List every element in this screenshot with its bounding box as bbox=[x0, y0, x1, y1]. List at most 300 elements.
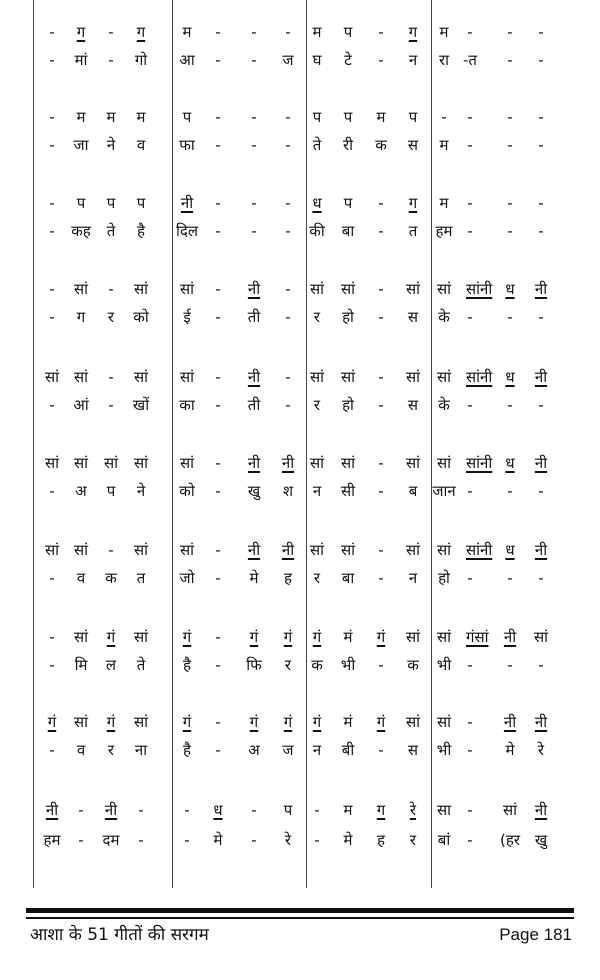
sargam-note: सां bbox=[73, 713, 89, 731]
lyric-syllable: - bbox=[251, 222, 257, 240]
lyric-syllable: न bbox=[408, 51, 418, 69]
lyric-syllable: - bbox=[285, 308, 291, 326]
sargam-note: - bbox=[507, 194, 513, 212]
lyric-syllable: मे bbox=[213, 831, 223, 849]
lyric-syllable: ब bbox=[408, 482, 418, 500]
lyric-syllable: - bbox=[215, 136, 221, 154]
sargam-note: - bbox=[378, 280, 384, 298]
sargam-note: सां bbox=[179, 541, 195, 559]
sargam-note: नी bbox=[281, 541, 295, 559]
lyric-syllable: - bbox=[215, 569, 221, 587]
lyric-syllable: जान bbox=[432, 482, 456, 500]
lyric-syllable: आ bbox=[179, 51, 195, 69]
sargam-note: गं bbox=[249, 713, 259, 731]
sargam-note: - bbox=[215, 280, 221, 298]
sargam-note: गं bbox=[283, 628, 293, 646]
lyric-syllable: क bbox=[105, 569, 117, 587]
lyric-syllable: (हर bbox=[500, 831, 520, 849]
lyric-syllable: हम bbox=[435, 222, 453, 240]
sargam-note: - bbox=[251, 194, 257, 212]
sargam-note: गं bbox=[376, 713, 386, 731]
lyric-syllable: स bbox=[407, 396, 419, 414]
lyric-syllable: श bbox=[282, 482, 294, 500]
lyric-syllable: अ bbox=[248, 741, 260, 759]
lyric-syllable: ती bbox=[247, 396, 261, 414]
sargam-note: म bbox=[106, 108, 116, 126]
sargam-note: सांनी bbox=[466, 368, 493, 386]
lyric-syllable: रा bbox=[438, 51, 450, 69]
lyric-syllable: सी bbox=[340, 482, 356, 500]
lyric-syllable: र bbox=[313, 396, 321, 414]
lyric-syllable: त bbox=[408, 222, 418, 240]
lyric-syllable: ते bbox=[106, 222, 116, 240]
sargam-note: सां bbox=[73, 454, 89, 472]
sargam-note: सां bbox=[179, 280, 195, 298]
sargam-note: - bbox=[285, 108, 291, 126]
lyric-syllable: ना bbox=[134, 741, 148, 759]
lyric-syllable: भी bbox=[436, 741, 452, 759]
lyric-syllable: - bbox=[507, 482, 513, 500]
lyric-syllable: - bbox=[467, 569, 473, 587]
lyric-syllable: स bbox=[407, 741, 419, 759]
sargam-note: प bbox=[182, 108, 192, 126]
sargam-note: - bbox=[314, 801, 320, 819]
sargam-note: - bbox=[467, 194, 473, 212]
lyric-syllable: - bbox=[49, 482, 55, 500]
lyric-syllable: ई bbox=[183, 308, 191, 326]
footer-rule-thin bbox=[26, 917, 574, 919]
sargam-note: म bbox=[76, 108, 86, 126]
sargam-note: ध bbox=[505, 368, 515, 386]
sargam-note: - bbox=[441, 108, 447, 126]
sargam-note: गं bbox=[283, 713, 293, 731]
sargam-note: गं bbox=[376, 628, 386, 646]
sargam-note: सां bbox=[179, 368, 195, 386]
sargam-note: सां bbox=[73, 628, 89, 646]
sargam-note: ग bbox=[76, 23, 86, 41]
lyric-syllable: - bbox=[538, 569, 544, 587]
sargam-note: सां bbox=[309, 368, 325, 386]
sargam-note: नी bbox=[503, 713, 517, 731]
sargam-note: ग bbox=[376, 801, 386, 819]
lyric-syllable: - bbox=[215, 482, 221, 500]
sargam-note: - bbox=[378, 454, 384, 472]
lyric-syllable: - bbox=[215, 741, 221, 759]
sargam-note: ध bbox=[213, 801, 223, 819]
sargam-note: सां bbox=[405, 713, 421, 731]
sargam-note: सां bbox=[436, 454, 452, 472]
lyric-syllable: मां bbox=[74, 51, 88, 69]
lyric-syllable: - bbox=[507, 569, 513, 587]
sargam-note: नी bbox=[247, 454, 261, 472]
lyric-syllable: - bbox=[285, 222, 291, 240]
sargam-note: नी bbox=[247, 541, 261, 559]
sargam-note: गं bbox=[249, 628, 259, 646]
lyric-syllable: - bbox=[378, 222, 384, 240]
sargam-note: मं bbox=[343, 628, 353, 646]
sargam-note: प bbox=[136, 194, 146, 212]
lyric-syllable: - bbox=[49, 308, 55, 326]
lyric-syllable: - bbox=[378, 482, 384, 500]
lyric-syllable: बां bbox=[437, 831, 451, 849]
lyric-syllable: - bbox=[108, 396, 114, 414]
sargam-note: ध bbox=[505, 280, 515, 298]
lyric-syllable: र bbox=[284, 656, 292, 674]
lyric-syllable: - bbox=[184, 831, 190, 849]
sargam-note: - bbox=[285, 368, 291, 386]
sargam-note: - bbox=[49, 108, 55, 126]
sargam-note: नी bbox=[281, 454, 295, 472]
sargam-note: - bbox=[507, 108, 513, 126]
sargam-note: - bbox=[215, 23, 221, 41]
lyric-syllable: ग bbox=[76, 308, 86, 326]
lyric-syllable: - bbox=[285, 136, 291, 154]
sargam-note: सां bbox=[502, 801, 518, 819]
sargam-note: सां bbox=[103, 454, 119, 472]
sargam-note: सां bbox=[133, 368, 149, 386]
sargam-note: - bbox=[215, 541, 221, 559]
sargam-note: - bbox=[538, 108, 544, 126]
lyric-syllable: - bbox=[507, 396, 513, 414]
sargam-note: प bbox=[343, 108, 353, 126]
sargam-note: - bbox=[138, 801, 144, 819]
sargam-note: गं bbox=[312, 713, 322, 731]
sargam-note: - bbox=[538, 194, 544, 212]
bar-line bbox=[33, 0, 34, 888]
sargam-note: रे bbox=[409, 801, 417, 819]
sargam-note: गंसां bbox=[466, 628, 489, 646]
lyric-syllable: - bbox=[507, 656, 513, 674]
sargam-note: नी bbox=[247, 368, 261, 386]
lyric-syllable: - bbox=[251, 831, 257, 849]
lyric-syllable: री bbox=[342, 136, 354, 154]
sargam-note: - bbox=[251, 108, 257, 126]
sargam-note: - bbox=[285, 23, 291, 41]
sargam-note: सां bbox=[44, 454, 60, 472]
sargam-note: सां bbox=[73, 280, 89, 298]
lyric-syllable: ने bbox=[106, 136, 116, 154]
lyric-syllable: दिल bbox=[175, 222, 199, 240]
sargam-note: प bbox=[283, 801, 293, 819]
lyric-syllable: दम bbox=[102, 831, 120, 849]
lyric-syllable: र bbox=[313, 308, 321, 326]
lyric-syllable: रे bbox=[537, 741, 545, 759]
lyric-syllable: बा bbox=[341, 222, 355, 240]
sargam-note: - bbox=[378, 194, 384, 212]
sargam-note: प bbox=[343, 23, 353, 41]
sargam-note: गं bbox=[47, 713, 57, 731]
sargam-note: नी bbox=[247, 280, 261, 298]
sargam-note: सां bbox=[133, 541, 149, 559]
sargam-note: - bbox=[49, 194, 55, 212]
sargam-note: गं bbox=[182, 628, 192, 646]
lyric-syllable: बी bbox=[341, 741, 355, 759]
lyric-syllable: - bbox=[378, 308, 384, 326]
lyric-syllable: म bbox=[439, 136, 449, 154]
lyric-syllable: कह bbox=[71, 222, 91, 240]
lyric-syllable: ने bbox=[136, 482, 146, 500]
sargam-note: सां bbox=[436, 713, 452, 731]
lyric-syllable: - bbox=[285, 396, 291, 414]
sargam-note: - bbox=[215, 454, 221, 472]
book-title: आशा के 51 गीतों की सरगम bbox=[30, 925, 209, 945]
lyric-syllable: न bbox=[312, 482, 322, 500]
lyric-syllable: - bbox=[467, 396, 473, 414]
lyric-syllable: - bbox=[507, 308, 513, 326]
sargam-note: - bbox=[467, 23, 473, 41]
sargam-note: - bbox=[184, 801, 190, 819]
lyric-syllable: की bbox=[309, 222, 325, 240]
lyric-syllable: ते bbox=[136, 656, 146, 674]
lyric-syllable: - bbox=[49, 569, 55, 587]
lyric-syllable: - bbox=[251, 51, 257, 69]
lyric-syllable: - bbox=[378, 656, 384, 674]
lyric-syllable: - bbox=[538, 396, 544, 414]
sargam-note: सां bbox=[436, 280, 452, 298]
lyric-syllable: - bbox=[251, 136, 257, 154]
lyric-syllable: - bbox=[215, 51, 221, 69]
lyric-syllable: आं bbox=[73, 396, 89, 414]
sargam-note: ध bbox=[505, 541, 515, 559]
lyric-syllable: -त bbox=[463, 51, 477, 69]
sargam-note: सां bbox=[340, 368, 356, 386]
sargam-note: - bbox=[378, 23, 384, 41]
sargam-note: - bbox=[285, 280, 291, 298]
sargam-note: म bbox=[376, 108, 386, 126]
sargam-note: - bbox=[251, 801, 257, 819]
lyric-syllable: मे bbox=[505, 741, 515, 759]
lyric-syllable: के bbox=[438, 308, 450, 326]
sargam-note: सां bbox=[436, 368, 452, 386]
lyric-syllable: खों bbox=[132, 396, 150, 414]
sargam-note: गं bbox=[106, 628, 116, 646]
sargam-note: सां bbox=[73, 368, 89, 386]
sargam-note: - bbox=[215, 194, 221, 212]
lyric-syllable: व bbox=[76, 741, 86, 759]
sargam-note: - bbox=[49, 23, 55, 41]
sargam-note: म bbox=[343, 801, 353, 819]
sargam-note: म bbox=[439, 194, 449, 212]
sargam-note: - bbox=[467, 801, 473, 819]
lyric-syllable: - bbox=[215, 222, 221, 240]
sargam-note: प bbox=[312, 108, 322, 126]
lyric-syllable: फि bbox=[246, 656, 262, 674]
sargam-note: ग bbox=[408, 194, 418, 212]
sargam-note: - bbox=[378, 541, 384, 559]
sargam-note: नी bbox=[534, 280, 548, 298]
sargam-note: नी bbox=[503, 628, 517, 646]
lyric-syllable: गो bbox=[134, 51, 148, 69]
sargam-note: प bbox=[106, 194, 116, 212]
sargam-note: सां bbox=[340, 280, 356, 298]
sargam-note: - bbox=[108, 368, 114, 386]
lyric-syllable: जो bbox=[179, 569, 195, 587]
sargam-note: सां bbox=[405, 368, 421, 386]
lyric-syllable: क bbox=[375, 136, 387, 154]
sargam-note: सांनी bbox=[466, 280, 493, 298]
lyric-syllable: टे bbox=[344, 51, 352, 69]
lyric-syllable: - bbox=[49, 741, 55, 759]
lyric-syllable: र bbox=[107, 308, 115, 326]
sargam-note: सां bbox=[533, 628, 549, 646]
lyric-syllable: - bbox=[538, 222, 544, 240]
sargam-note: सां bbox=[133, 280, 149, 298]
lyric-syllable: हो bbox=[438, 569, 450, 587]
sargam-note: सां bbox=[340, 454, 356, 472]
sargam-note: - bbox=[49, 280, 55, 298]
sargam-note: सां bbox=[405, 454, 421, 472]
sargam-note: सां bbox=[309, 280, 325, 298]
sargam-note: सां bbox=[133, 628, 149, 646]
sargam-note: - bbox=[108, 23, 114, 41]
lyric-syllable: ते bbox=[312, 136, 322, 154]
sargam-note: - bbox=[215, 628, 221, 646]
sargam-note: म bbox=[312, 23, 322, 41]
lyric-syllable: जा bbox=[73, 136, 89, 154]
lyric-syllable: ज bbox=[282, 51, 294, 69]
lyric-syllable: - bbox=[108, 51, 114, 69]
sargam-note: सां bbox=[405, 541, 421, 559]
lyric-syllable: - bbox=[467, 222, 473, 240]
sargam-note: सां bbox=[309, 454, 325, 472]
lyric-syllable: - bbox=[49, 656, 55, 674]
sargam-note: नी bbox=[534, 801, 548, 819]
lyric-syllable: मे bbox=[343, 831, 353, 849]
sargam-note: सां bbox=[436, 628, 452, 646]
lyric-syllable: - bbox=[538, 51, 544, 69]
sargam-note: ग bbox=[408, 23, 418, 41]
lyric-syllable: बा bbox=[341, 569, 355, 587]
lyric-syllable: को bbox=[133, 308, 149, 326]
sargam-note: ध bbox=[505, 454, 515, 472]
sargam-note: गं bbox=[312, 628, 322, 646]
sargam-note: - bbox=[215, 108, 221, 126]
lyric-syllable: व bbox=[76, 569, 86, 587]
lyric-syllable: घ bbox=[312, 51, 322, 69]
lyric-syllable: - bbox=[538, 136, 544, 154]
sargam-note: सां bbox=[133, 454, 149, 472]
sargam-note: - bbox=[285, 194, 291, 212]
lyric-syllable: - bbox=[138, 831, 144, 849]
sargam-note: नी bbox=[534, 713, 548, 731]
lyric-syllable: - bbox=[49, 136, 55, 154]
lyric-syllable: का bbox=[179, 396, 195, 414]
lyric-syllable: - bbox=[507, 136, 513, 154]
sargam-note: - bbox=[378, 368, 384, 386]
sargam-note: सां bbox=[179, 454, 195, 472]
sargam-note: - bbox=[215, 368, 221, 386]
lyric-syllable: - bbox=[215, 656, 221, 674]
lyric-syllable: है bbox=[183, 741, 191, 759]
lyric-syllable: - bbox=[378, 396, 384, 414]
lyric-syllable: हो bbox=[342, 396, 354, 414]
lyric-syllable: ज bbox=[282, 741, 294, 759]
lyric-syllable: र bbox=[107, 741, 115, 759]
sargam-note: ध bbox=[312, 194, 322, 212]
lyric-syllable: - bbox=[378, 569, 384, 587]
sargam-note: प bbox=[76, 194, 86, 212]
sargam-note: नी bbox=[534, 454, 548, 472]
lyric-syllable: - bbox=[378, 741, 384, 759]
sargam-note: सांनी bbox=[466, 454, 493, 472]
lyric-syllable: स bbox=[407, 136, 419, 154]
sargam-note: सां bbox=[73, 541, 89, 559]
lyric-syllable: को bbox=[179, 482, 195, 500]
lyric-syllable: - bbox=[467, 741, 473, 759]
lyric-syllable: - bbox=[49, 222, 55, 240]
lyric-syllable: - bbox=[538, 482, 544, 500]
lyric-syllable: क bbox=[407, 656, 419, 674]
sargam-note: म bbox=[136, 108, 146, 126]
sargam-note: - bbox=[49, 628, 55, 646]
sargam-note: सा bbox=[436, 801, 452, 819]
lyric-syllable: - bbox=[49, 396, 55, 414]
lyric-syllable: - bbox=[78, 831, 84, 849]
footer-rule bbox=[26, 908, 574, 913]
sargam-note: - bbox=[467, 713, 473, 731]
lyric-syllable: अ bbox=[75, 482, 87, 500]
lyric-syllable: खु bbox=[247, 482, 261, 500]
sargam-note: म bbox=[182, 23, 192, 41]
lyric-syllable: - bbox=[467, 831, 473, 849]
lyric-syllable: - bbox=[378, 51, 384, 69]
sargam-note: सां bbox=[436, 541, 452, 559]
sargam-note: प bbox=[408, 108, 418, 126]
lyric-syllable: मि bbox=[74, 656, 88, 674]
lyric-syllable: - bbox=[507, 51, 513, 69]
lyric-syllable: - bbox=[467, 482, 473, 500]
lyric-syllable: भी bbox=[340, 656, 356, 674]
sargam-note: सांनी bbox=[466, 541, 493, 559]
sargam-note: ग bbox=[136, 23, 146, 41]
lyric-syllable: के bbox=[438, 396, 450, 414]
sargam-note: - bbox=[251, 23, 257, 41]
lyric-syllable: प bbox=[106, 482, 116, 500]
sargam-note: गं bbox=[182, 713, 192, 731]
sargam-note: - bbox=[507, 23, 513, 41]
lyric-syllable: ती bbox=[247, 308, 261, 326]
lyric-syllable: न bbox=[312, 741, 322, 759]
sargam-note: सां bbox=[44, 368, 60, 386]
sargam-note: - bbox=[215, 713, 221, 731]
lyric-syllable: है bbox=[137, 222, 145, 240]
lyric-syllable: हो bbox=[342, 308, 354, 326]
lyric-syllable: - bbox=[467, 308, 473, 326]
lyric-syllable: ल bbox=[105, 656, 117, 674]
lyric-syllable: रे bbox=[284, 831, 292, 849]
lyric-syllable: ह bbox=[284, 569, 292, 587]
sargam-note: सां bbox=[309, 541, 325, 559]
lyric-syllable: भी bbox=[436, 656, 452, 674]
lyric-syllable: हम bbox=[43, 831, 61, 849]
sargam-note: म bbox=[439, 23, 449, 41]
lyric-syllable: - bbox=[215, 308, 221, 326]
lyric-syllable: - bbox=[467, 136, 473, 154]
sargam-note: सां bbox=[405, 628, 421, 646]
lyric-syllable: त bbox=[136, 569, 146, 587]
lyric-syllable: व bbox=[136, 136, 146, 154]
lyric-syllable: - bbox=[314, 831, 320, 849]
page-number: Page 181 bbox=[499, 925, 572, 944]
lyric-syllable: - bbox=[467, 656, 473, 674]
lyric-syllable: फा bbox=[179, 136, 195, 154]
sargam-note: प bbox=[343, 194, 353, 212]
lyric-syllable: मे bbox=[249, 569, 259, 587]
lyric-syllable: - bbox=[215, 396, 221, 414]
sargam-note: सां bbox=[133, 713, 149, 731]
sargam-note: - bbox=[538, 23, 544, 41]
sargam-note: नी bbox=[534, 368, 548, 386]
